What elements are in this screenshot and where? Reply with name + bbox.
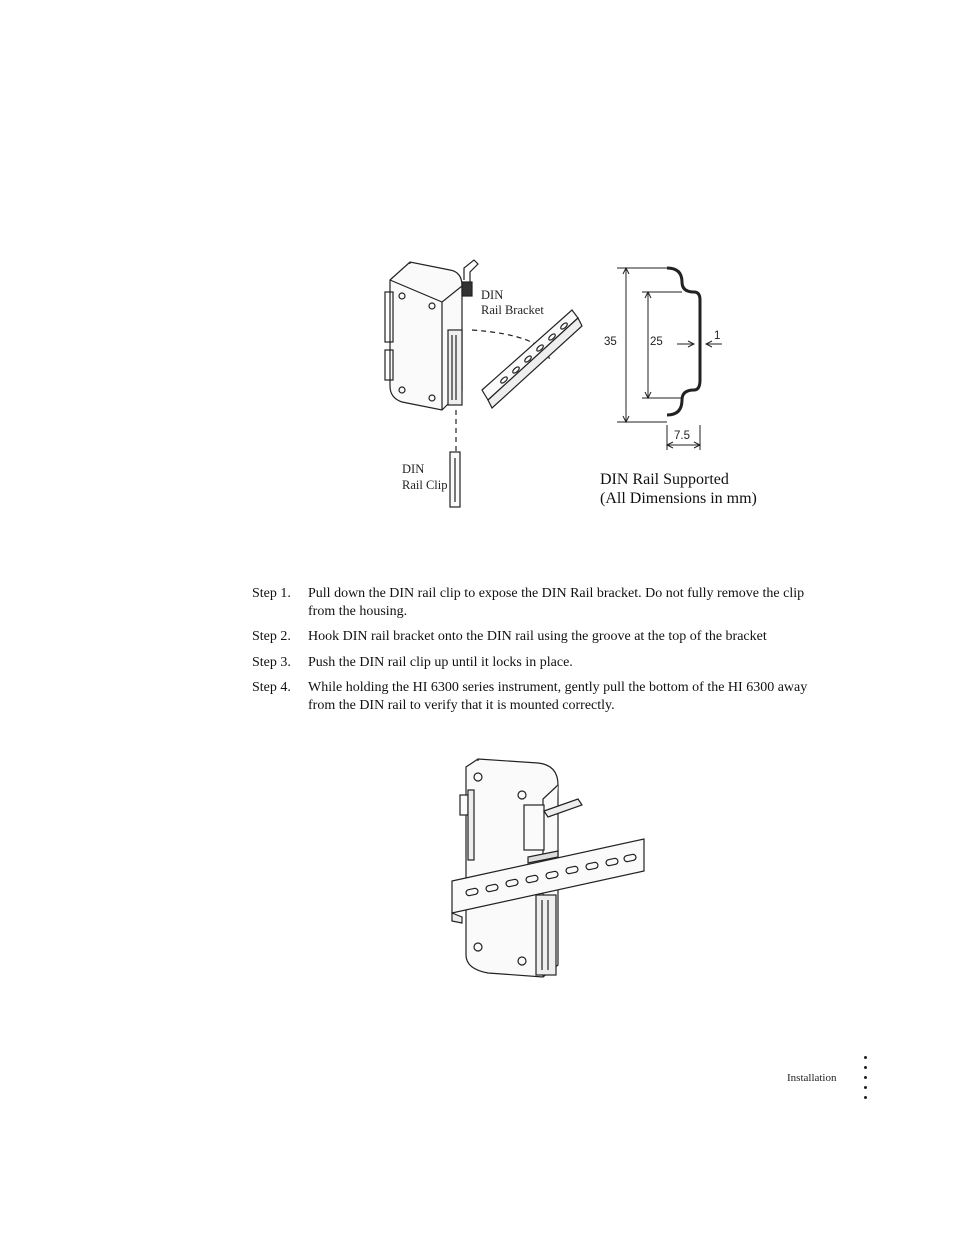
step-text: While holding the HI 6300 series instrument, gently pull the bottom of the HI 6300 away from the DIN rail to verify that it is mounted correctly. bbox=[308, 680, 808, 713]
bracket-label-line2: Rail Bracket bbox=[481, 303, 544, 317]
bracket-label-line1: DIN bbox=[481, 288, 504, 302]
step-text: Pull down the DIN rail clip to expose the DIN Rail bracket. Do not fully remove the clip from the housing. bbox=[308, 586, 805, 619]
step-number: Step 4. bbox=[252, 680, 291, 695]
dimension-1: 1 bbox=[714, 330, 721, 342]
footer-dot-leader bbox=[864, 1056, 870, 1106]
clip-label-line1: DIN bbox=[402, 462, 425, 476]
clip-label-line2: Rail Clip bbox=[402, 478, 448, 492]
mounted-instrument-drawing bbox=[448, 755, 650, 980]
mounted-instrument-figure bbox=[448, 755, 650, 980]
rail-caption-line1: DIN Rail Supported bbox=[600, 471, 729, 488]
footer-section-label: Installation bbox=[787, 1072, 837, 1084]
step-number: Step 1. bbox=[252, 586, 291, 601]
step-number: Step 2. bbox=[252, 629, 291, 644]
dimension-7-5: 7.5 bbox=[674, 430, 690, 442]
step-item bbox=[252, 628, 822, 646]
step-item bbox=[252, 679, 822, 714]
din-rail-exploded-figure bbox=[282, 240, 772, 525]
step-text: Push the DIN rail clip up until it locks in place. bbox=[308, 654, 573, 670]
installation-steps bbox=[252, 585, 822, 722]
dimension-25: 25 bbox=[650, 336, 663, 348]
dimension-35: 35 bbox=[604, 336, 617, 348]
step-number: Step 3. bbox=[252, 654, 291, 670]
rail-caption-line2: (All Dimensions in mm) bbox=[600, 490, 757, 507]
step-item bbox=[252, 585, 822, 620]
step-text: Hook DIN rail bracket onto the DIN rail using the groove at the top of the bracket bbox=[308, 629, 767, 644]
step-item bbox=[252, 654, 822, 672]
